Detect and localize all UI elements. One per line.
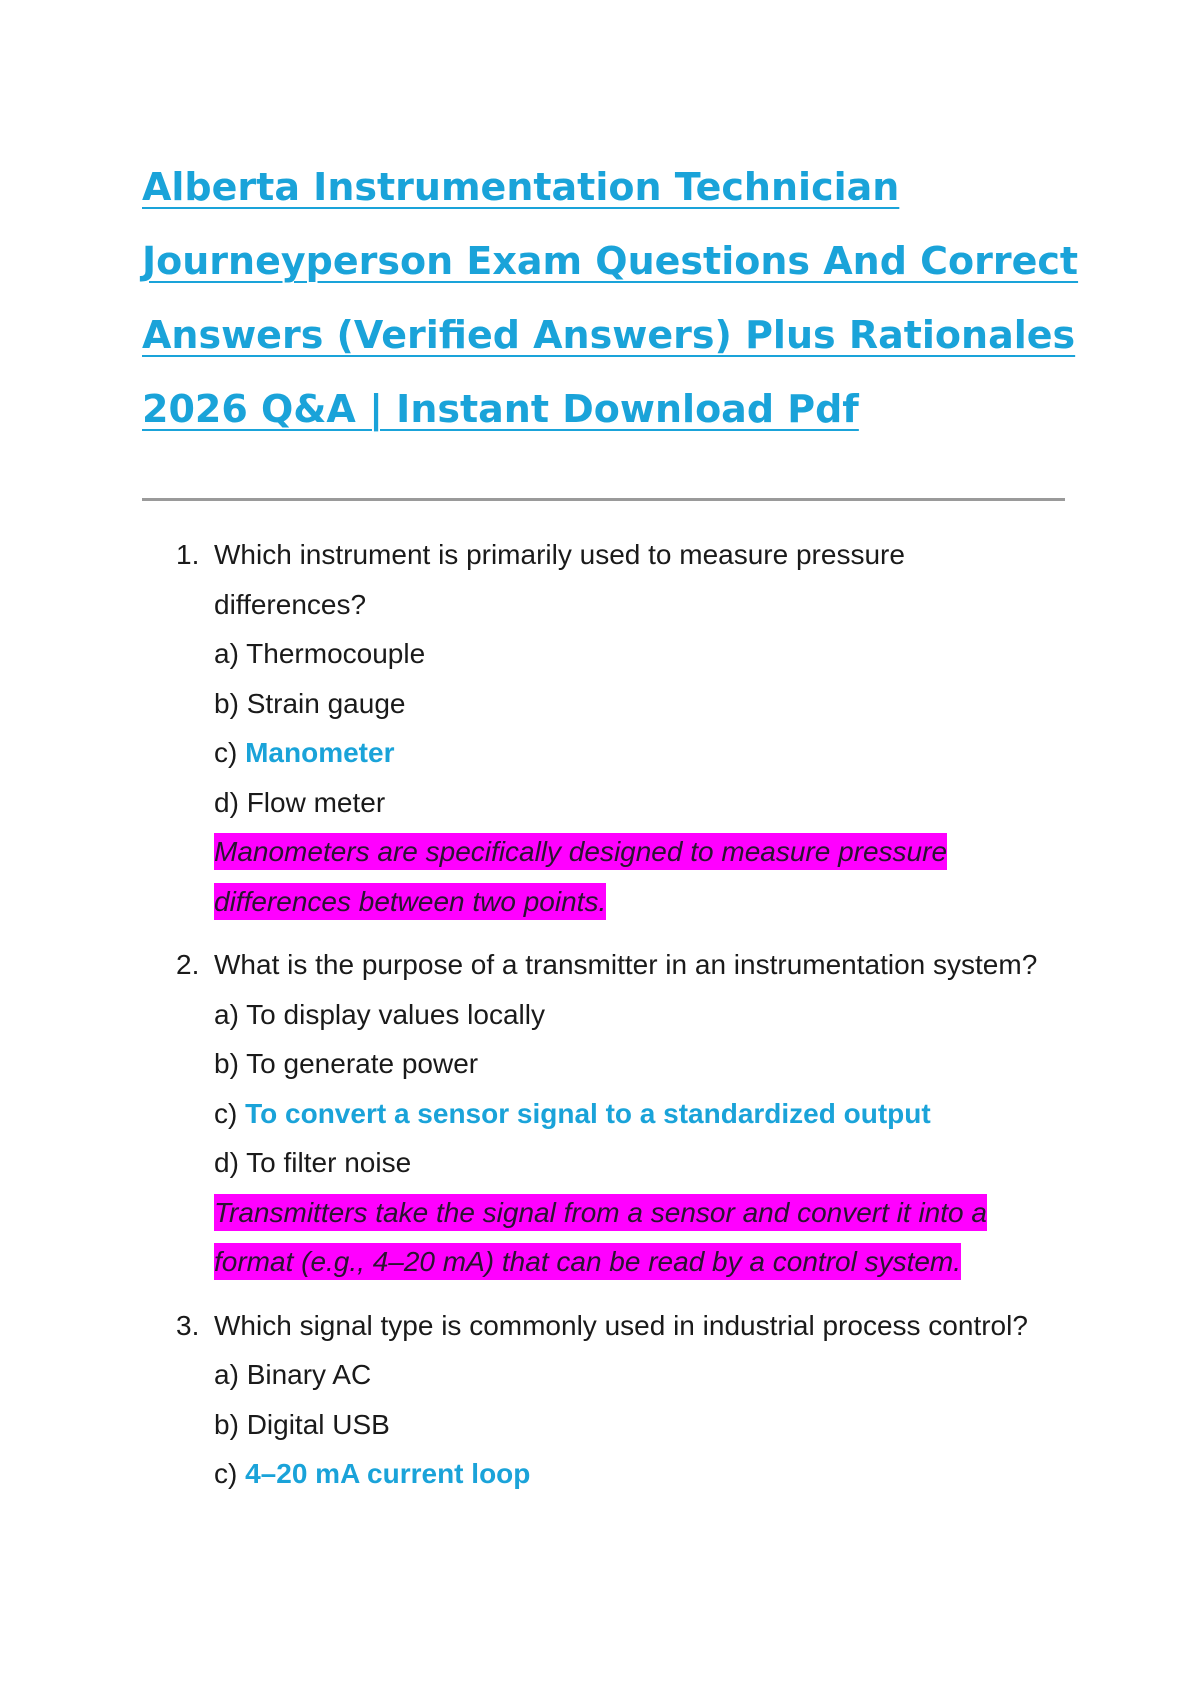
option-text: Strain gauge — [246, 687, 406, 719]
option-text: To filter noise — [246, 1147, 412, 1178]
option-a — [214, 629, 1200, 679]
option-letter: d) — [214, 786, 247, 818]
rationale-highlight: Manometers are specifically designed to measure pressure differences between two points. — [214, 833, 947, 920]
correct-answer-text: 4–20 mA current loop — [245, 1458, 531, 1489]
option-letter: b) — [214, 687, 247, 719]
option-letter: c) — [214, 1097, 246, 1129]
option-text: Binary AC — [246, 1359, 372, 1390]
option-letter: b) — [214, 1048, 247, 1079]
option-d — [214, 778, 1200, 828]
option-c-correct — [214, 1449, 1200, 1499]
title-line-text[interactable]: Answers (Verified Answers) Plus Rationales — [142, 313, 1076, 357]
option-c-correct — [214, 728, 1200, 778]
question-list — [0, 530, 1200, 1513]
question-text: Which signal type is commonly used in industrial process control? — [214, 1309, 1028, 1341]
title-line — [142, 150, 1042, 224]
option-letter: c) — [214, 1458, 246, 1489]
title-line-text[interactable]: Alberta Instrumentation Technician — [142, 165, 900, 209]
option-letter: b) — [214, 1408, 247, 1440]
question-number: 1. — [176, 539, 200, 570]
correct-answer-text: To convert a sensor signal to a standardized output — [245, 1097, 931, 1129]
option-text: To display values locally — [246, 998, 545, 1030]
option-b — [214, 1039, 1200, 1089]
option-c-correct — [214, 1089, 1200, 1139]
rationale-highlight: Transmitters take the signal from a sensor and convert it into a format (e.g., 4–20 mA) that can be read by a control system. — [214, 1194, 987, 1281]
title-line-text[interactable]: 2026 Q&A | Instant Download Pdf — [142, 387, 859, 431]
title-line — [142, 224, 1079, 298]
question-text: Which instrument is primarily used to measure pressure differences? — [214, 539, 905, 620]
option-text: Flow meter — [246, 786, 386, 818]
option-text: To generate power — [246, 1048, 479, 1079]
option-letter: a) — [214, 638, 247, 669]
question-number: 2. — [176, 949, 200, 980]
option-b — [214, 679, 1200, 729]
option-letter: d) — [214, 1147, 247, 1178]
question-item — [0, 940, 1200, 1287]
option-b — [214, 1400, 1200, 1450]
option-letter: a) — [214, 1359, 247, 1390]
option-text: Thermocouple — [246, 638, 426, 669]
question-item — [0, 530, 1200, 926]
option-a — [214, 1350, 1200, 1400]
title-line — [142, 372, 1042, 446]
option-letter: c) — [214, 737, 246, 768]
title-line-text[interactable]: Journeyperson Exam Questions And Correct — [142, 239, 1079, 283]
option-d — [214, 1138, 1200, 1188]
correct-answer-text: Manometer — [245, 737, 395, 768]
option-text: Digital USB — [246, 1408, 390, 1440]
question-text: What is the purpose of a transmitter in an instrumentation system? — [214, 949, 1038, 980]
option-a — [214, 990, 1200, 1040]
question-number: 3. — [176, 1309, 200, 1341]
document-title-link[interactable] — [142, 150, 1079, 446]
title-line — [142, 298, 1076, 372]
rationale-block — [214, 1188, 1074, 1287]
option-letter: a) — [214, 998, 247, 1030]
question-item — [0, 1301, 1200, 1499]
rationale-block — [214, 827, 1074, 926]
horizontal-divider — [142, 498, 1065, 501]
